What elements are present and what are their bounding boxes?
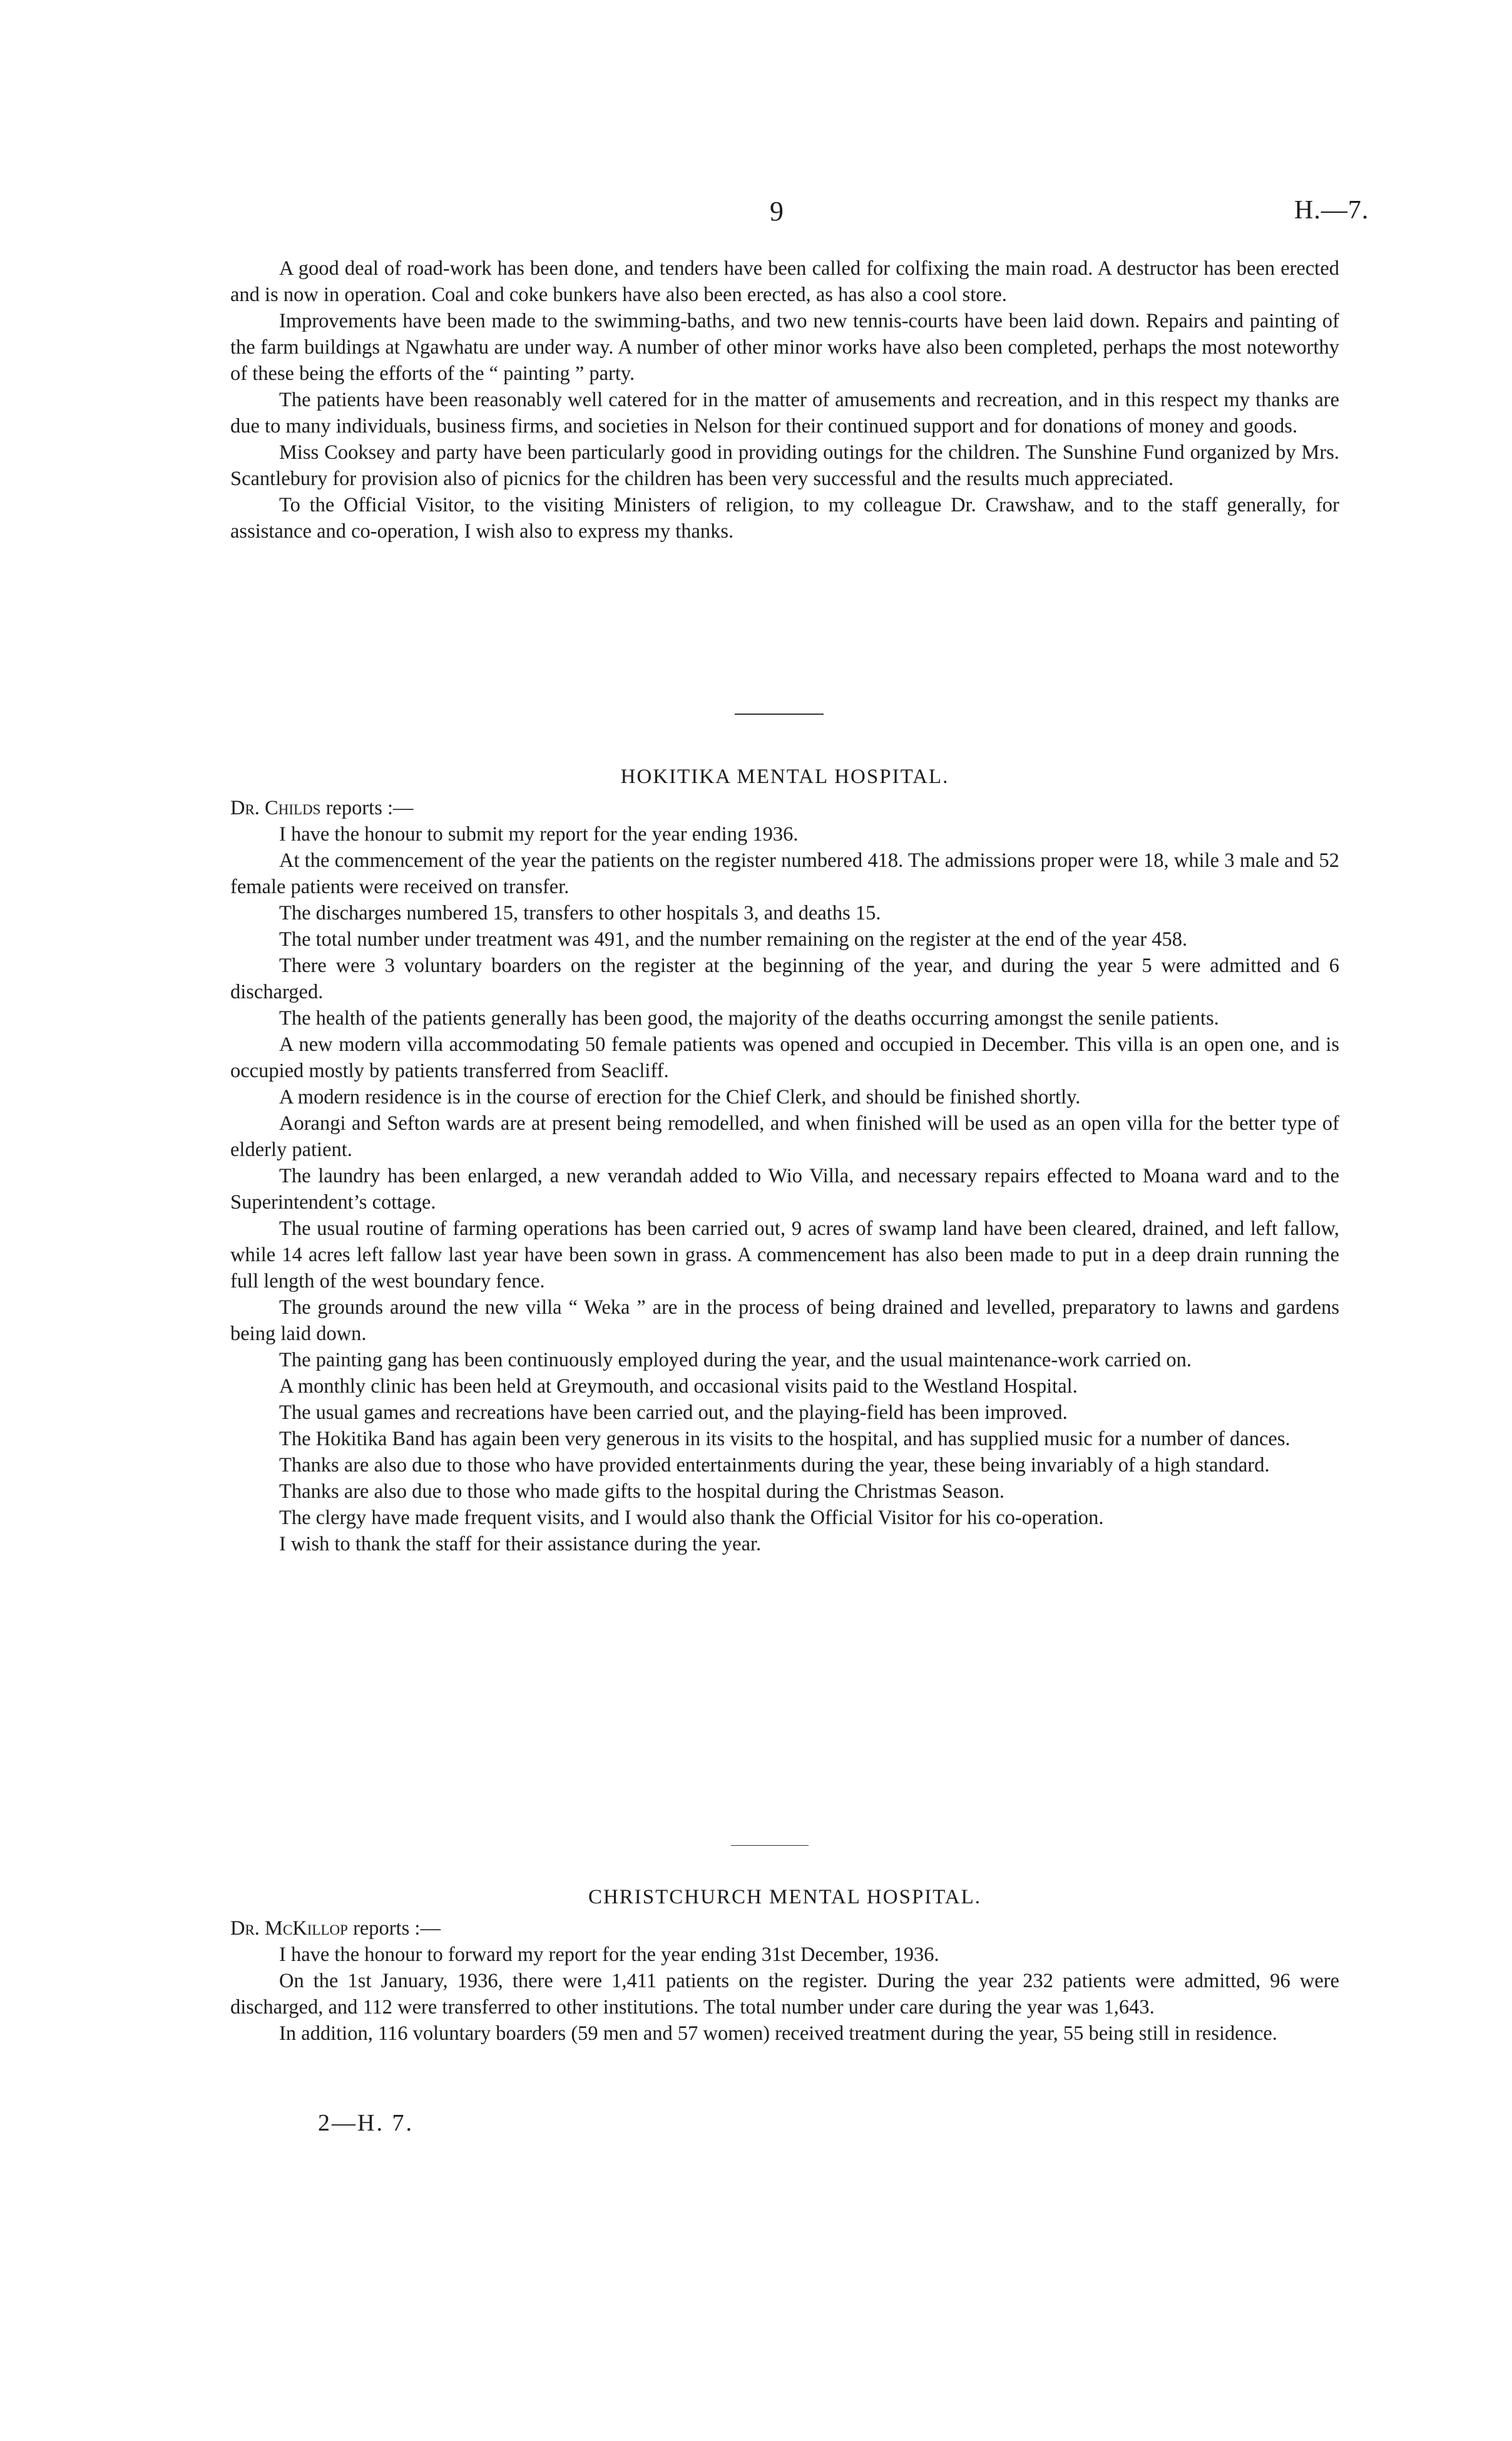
document-reference: H.—7.: [1294, 196, 1369, 225]
paragraph: A modern residence is in the course of erection for the Chief Clerk, and should be finished shortly.: [279, 1086, 1081, 1108]
paragraph: I have the honour to forward my report for the year ending 31st December, 1936.: [279, 1943, 939, 1966]
paragraph: The total number under treatment was 491, and the number remaining on the register at the end of the year 458.: [279, 928, 1188, 951]
paragraph: Improvements have been made to the swimming-baths, and two new tennis-courts have been laid down. Repairs and painting of the farm buildings at Ngawhatu are under way. A number of other minor works have also been completed, perhaps the most noteworthy of these being the efforts of the “ painting ” party.: [230, 310, 1339, 385]
paragraph: In addition, 116 voluntary boarders (59 men and 57 women) received treatment during the year, 55 being still in residence.: [279, 2022, 1277, 2045]
paragraph: A good deal of road-work has been done, and tenders have been called for colfixing the main road. A destructor has been erected and is now in operation. Coal and coke bunkers have also been erected, as has also a cool store.: [230, 257, 1339, 306]
reporter-name: Dr. Childs: [230, 797, 321, 819]
paragraph: Miss Cooksey and party have been particularly good in providing outings for the children. The Sunshine Fund organized by Mrs. Scantlebury for provision also of picnics for the children has been very successful and the results much appreciated.: [230, 441, 1339, 490]
christchurch-report: [230, 1884, 1339, 2047]
paragraph: A monthly clinic has been held at Greymouth, and occasional visits paid to the Westland Hospital.: [279, 1375, 1078, 1398]
paragraph: At the commencement of the year the patients on the register numbered 418. The admissions proper were 18, while 3 male and 52 female patients were received on transfer.: [230, 849, 1339, 898]
printer-signature: 2—H. 7.: [318, 2110, 414, 2136]
paragraph: The discharges numbered 15, transfers to other hospitals 3, and deaths 15.: [279, 902, 881, 924]
paragraph: The usual routine of farming operations has been carried out, 9 acres of swamp land have been cleared, drained, and left fallow, while 14 acres left fallow last year have been sown in grass. A commencement has also been made to put in a deep drain running the full length of the west boundary fence.: [230, 1217, 1339, 1292]
section-heading: CHRISTCHURCH MENTAL HOSPITAL.: [588, 1886, 982, 1908]
section-divider: [731, 1845, 809, 1846]
paragraph: Thanks are also due to those who made gifts to the hospital during the Christmas Season.: [279, 1480, 1004, 1503]
paragraph: The Hokitika Band has again been very generous in its visits to the hospital, and has supplied music for a number of dances.: [279, 1428, 1290, 1450]
reporter-line: [230, 795, 1339, 821]
reporter-suffix: reports :—: [347, 1917, 441, 1940]
paragraph: On the 1st January, 1936, there were 1,411 patients on the register. During the year 232 patients were admitted, 96 were discharged, and 112 were transferred to other institutions. The total number under care during the year was 1,643.: [230, 1970, 1339, 2019]
paragraph: The health of the patients generally has been good, the majority of the deaths occurring amongst the senile patients.: [279, 1007, 1219, 1030]
paragraph: To the Official Visitor, to the visiting Ministers of religion, to my colleague Dr. Crawshaw, and to the staff generally, for assistance and co-operation, I wish also to express my thanks.: [230, 494, 1339, 543]
paragraph: The laundry has been enlarged, a new verandah added to Wio Villa, and necessary repairs effected to Moana ward and to the Superintendent’s cottage.: [230, 1165, 1339, 1214]
paragraph: The painting gang has been continuously employed during the year, and the usual maintenance-work carried on.: [279, 1349, 1192, 1371]
paragraph: I have the honour to submit my report for the year ending 1936.: [279, 823, 799, 846]
paragraph: The usual games and recreations have been carried out, and the playing-field has been improved.: [279, 1401, 1068, 1424]
paragraph: A new modern villa accommodating 50 female patients was opened and occupied in December. This villa is an open one, and is occupied mostly by patients transferred from Seacliff.: [230, 1033, 1339, 1082]
hokitika-report: [230, 764, 1339, 1557]
paragraph: There were 3 voluntary boarders on the register at the beginning of the year, and during the year 5 were admitted and 6 discharged.: [230, 954, 1339, 1003]
reporter-line: [230, 1915, 1339, 1942]
section-heading: HOKITIKA MENTAL HOSPITAL.: [620, 765, 949, 788]
reporter-name: Dr. McKillop: [230, 1917, 348, 1940]
paragraph: Aorangi and Sefton wards are at present being remodelled, and when finished will be used as an open villa for the better type of elderly patient.: [230, 1112, 1339, 1161]
paragraph: I wish to thank the staff for their assistance during the year.: [279, 1533, 762, 1555]
paragraph: The clergy have made frequent visits, and I would also thank the Official Visitor for his co-operation.: [279, 1507, 1104, 1529]
section-divider: [735, 714, 824, 715]
reporter-suffix: reports :—: [320, 797, 414, 819]
paragraph: The patients have been reasonably well catered for in the matter of amusements and recreation, and in this respect my thanks are due to many individuals, business firms, and societies in Nelson for their continued support and for donations of money and goods.: [230, 389, 1339, 438]
paragraph: Thanks are also due to those who have provided entertainments during the year, these being invariably of a high standard.: [279, 1454, 1270, 1476]
nelson-report-continuation: [230, 255, 1339, 545]
page-number: 9: [770, 196, 784, 227]
paragraph: The grounds around the new villa “ Weka ” are in the process of being drained and levelled, preparatory to lawns and gardens being laid down.: [230, 1296, 1339, 1345]
